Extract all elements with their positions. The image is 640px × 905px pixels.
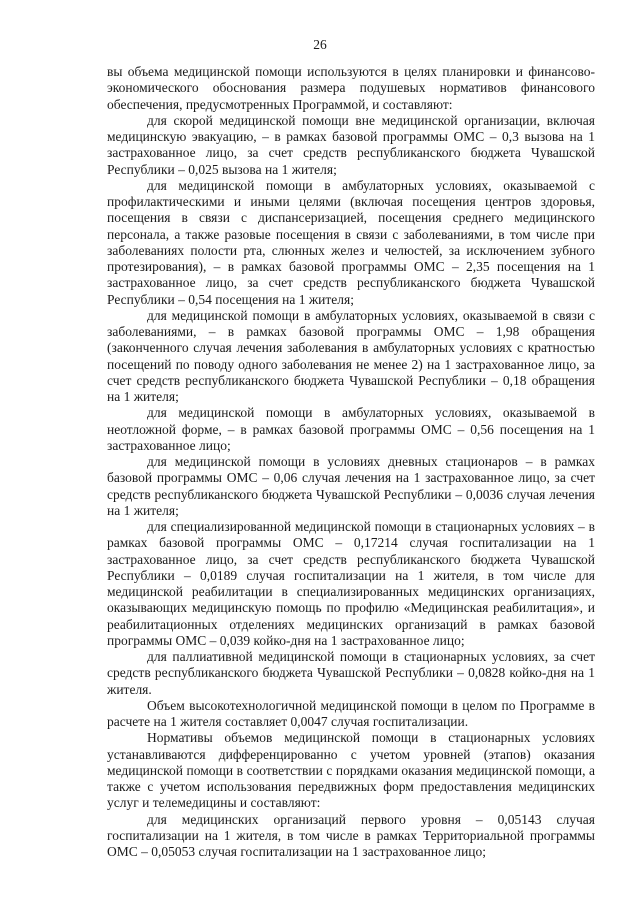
paragraph-7: для специализированной медицинской помощи в стационарных условиях – в рамках базовой программы ОМС – 0,17214 случая госпитализации на 1 застрахованное лицо, за счет средств республиканского бюджета Чувашской Республики – 0,0189 случая госпитализации на 1 жителя, в том числе для медицинской реабилитации в специализированных медицинских организациях, оказывающих медицинскую помощь по профилю «Медицинская реабилитация», и реабилитационных отделениях медицинских организаций в рамках базовой программы ОМС – 0,039 койко-дня на 1 застрахованное лицо; [107, 519, 595, 648]
page-number: 26 [313, 37, 327, 52]
paragraph-10: Нормативы объемов медицинской помощи в стационарных условиях устанавливаются дифференцированно с учетом уровней (этапов) оказания медицинской помощи в соответствии с порядками оказания медицинской помощи, а также с учетом использования передвижных форм предоставления медицинских услуг и телемедицины и составляют: [107, 730, 595, 811]
paragraph-3: для медицинской помощи в амбулаторных условиях, оказываемой с профилактическими и иными целями (включая посещения центров здоровья, посещения в связи с диспансеризацией, посещения среднего медицинского персонала, а также разовые посещения в связи с заболеваниями, в том числе при заболеваниях полости рта, слюнных желез и челюстей, за исключением зубного протезирования), – в рамках базовой программы ОМС – 2,35 посещения на 1 застрахованное лицо, за счет средств республиканского бюджета Чувашской Республики – 0,54 посещения на 1 жителя; [107, 177, 595, 307]
paragraph-4: для медицинской помощи в амбулаторных условиях, оказываемой в связи с заболеваниями, – в рамках базовой программы ОМС – 1,98 обращения (законченного случая лечения заболевания в амбулаторных условиях с кратностью посещений по поводу одного заболевания не менее 2) на 1 застрахованное лицо, за счет средств республиканского бюджета Чувашской Республики – 0,18 обращения на 1 жителя; [107, 307, 595, 404]
paragraph-6: для медицинской помощи в условиях дневных стационаров – в рамках базовой программы ОМС – 0,06 случая лечения на 1 застрахованное лицо, за счет средств республиканского бюджета Чувашской Республики – 0,0036 случая лечения на 1 жителя; [107, 454, 595, 518]
paragraph-5: для медицинской помощи в амбулаторных условиях, оказываемой в неотложной форме, – в рамках базовой программы ОМС – 0,56 посещения на 1 застрахованное лицо; [107, 405, 595, 453]
paragraph-8: для паллиативной медицинской помощи в стационарных условиях, за счет средств республиканского бюджета Чувашской Республики – 0,0828 койко-дня на 1 жителя. [107, 649, 595, 697]
paragraph-2: для скорой медицинской помощи вне медицинской организации, включая медицинскую эвакуацию, – в рамках базовой программы ОМС – 0,3 вызова на 1 застрахованное лицо, за счет средств республиканского бюджета Чувашской Республики – 0,025 вызова на 1 жителя; [107, 112, 595, 177]
paragraph-1: вы объема медицинской помощи используются в целях планировки и финансово-экономического обоснования размера подушевых нормативов финансового обеспечения, предусмотренных Программой, и составляют: [107, 64, 595, 112]
paragraph-11: для медицинских организаций первого уровня – 0,05143 случая госпитализации на 1 жителя, в том числе в рамках Территориальной программы ОМС – 0,05053 случая госпитализации на 1 застрахованное лицо; [107, 811, 595, 859]
document-body [107, 64, 595, 860]
paragraph-9: Объем высокотехнологичной медицинской помощи в целом по Программе в расчете на 1 жителя составляет 0,0047 случая госпитализации. [107, 697, 595, 729]
